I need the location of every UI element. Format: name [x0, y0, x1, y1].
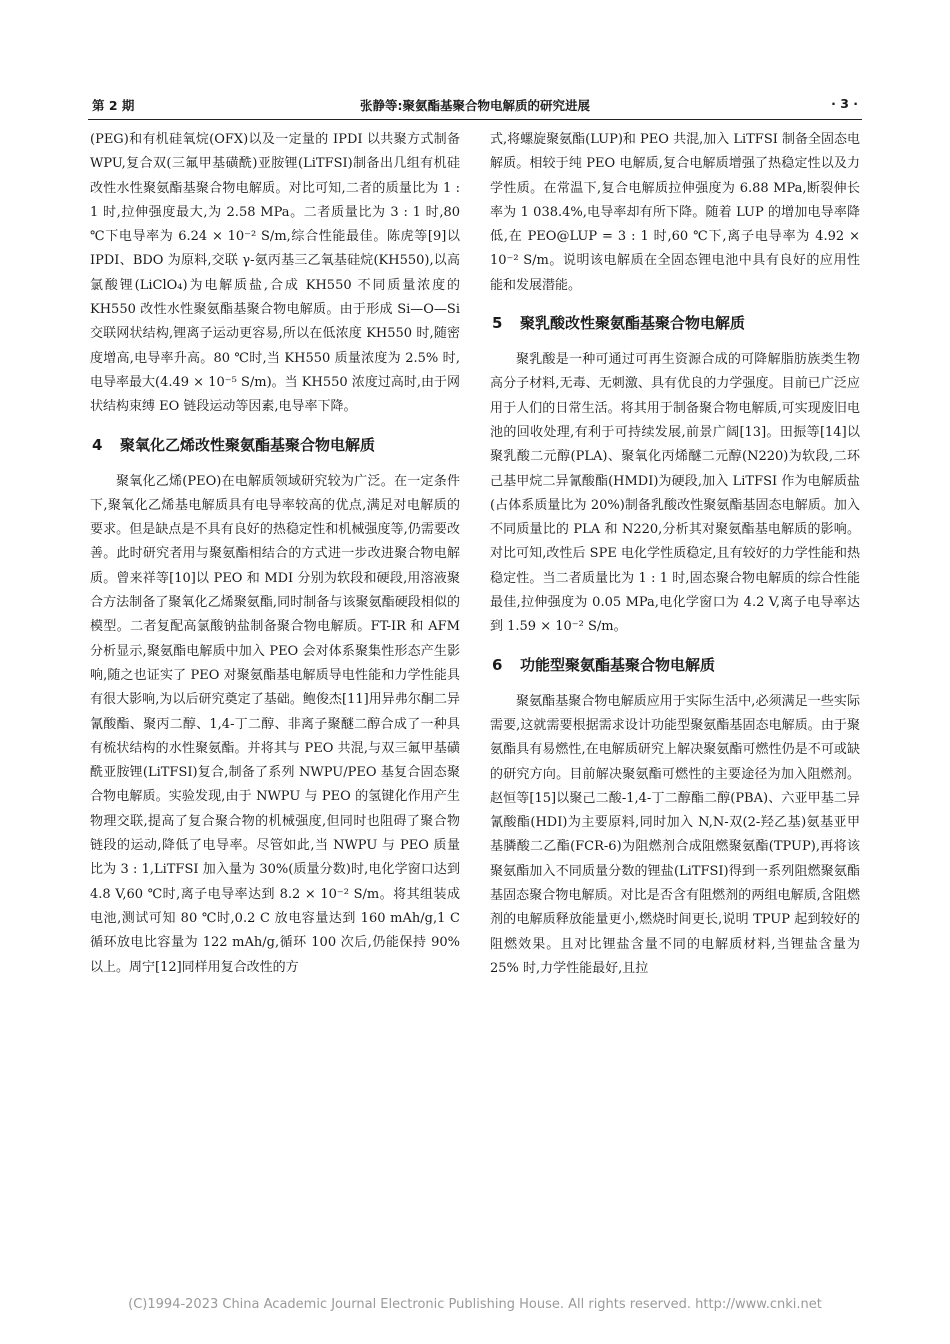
running-title: 张静等:聚氨酯基聚合物电解质的研究进展	[360, 98, 590, 113]
paragraph: 式,将螺旋聚氨酯(LUP)和 PEO 共混,加入 LiTFSI 制备全固态电解质。相较于纯 PEO 电解质,复合电解质增强了热稳定性以及力学性质。在常温下,复合电解质拉伸强度为 6.88 MPa,断裂伸长率为 1 038.4%,电导率却有所下降。随着 LUP 的增加电导率降低,在 PEO@LUP = 3 : 1 时,60 ℃下,离子电导率为 4.92 × 10⁻² S/m。说明该电解质在全固态锂电池中具有良好的应用性能和发展潜能。	[490, 132, 860, 293]
issue-number: 第 2 期	[92, 98, 135, 113]
copyright-footer: (C)1994-2023 China Academic Journal Electronic Publishing House. All rights reserved. http://www.cnki.net	[128, 1297, 822, 1312]
header-rule	[88, 119, 862, 120]
section-title: 聚乳酸改性聚氨酯基聚合物电解质	[520, 314, 746, 333]
section-heading-4	[90, 433, 460, 457]
section-heading-6	[490, 653, 860, 677]
section-heading-5	[490, 311, 860, 335]
section-title: 功能型聚氨酯基聚合物电解质	[520, 655, 716, 674]
paragraph: 聚氨酯基聚合物电解质应用于实际生活中,必须满足一些实际需要,这就需要根据需求设计功能型聚氨酯基固态电解质。由于聚氨酯具有易燃性,在电解质研究上解决聚氨酯可燃性仍是不可或缺的研究方向。目前解决聚氨酯可燃性的主要途径为加入阻燃剂。赵恒等[15]以聚己二酸-1,4-丁二醇酯二醇(PBA)、六亚甲基二异氰酸酯(HDI)为主要原料,同时加入 N,N-双(2-羟乙基)氨基亚甲基膦酸二乙酯(FCR-6)为阻燃剂合成阻燃聚氨酯(TPUP),再将该聚氨酯加入不同质量分数的锂盐(LiTFSI)得到一系列阻燃聚氨酯基固态聚合物电解质。对比是否含有阻燃剂的两组电解质,含阻燃剂的电解质释放能量更小,燃烧时间更长,说明 TPUP 起到较好的阻燃效果。且对比锂盐含量不同的电解质材料,当锂盐含量为 25% 时,力学性能最好,且拉	[490, 693, 860, 976]
section-number: 5	[492, 314, 503, 333]
paragraph: (PEG)和有机硅氧烷(OFX)以及一定量的 IPDI 以共聚方式制备 WPU,复合双(三氟甲基磺酰)亚胺锂(LiTFSI)制备出几组有机硅改性水性聚氨酯基聚合物电解质。对比可知,二者的质量比为 1 : 1 时,拉伸强度最大,为 2.58 MPa。二者质量比为 3 : 1 时,80 ℃下电导率为 6.24 × 10⁻² S/m,综合性能最佳。陈虎等[9]以 IPDI、BDO 为原料,交联 γ-氨丙基三乙氧基硅烷(KH550),以高氯酸锂(LiClO₄)为电解质盐,合成 KH550 不同质量浓度的 KH550 改性水性聚氨酯基聚合物电解质。由于形成 Si—O—Si 交联网状结构,锂离子运动更容易,所以在低浓度 KH550 时,随密度增高,电导率升高。80 ℃时,当 KH550 质量浓度为 2.5% 时,电导率最大(4.49 × 10⁻⁵ S/m)。当 KH550 浓度过高时,由于网状结构束缚 EO 链段运动等因素,电导率下降。	[90, 132, 460, 415]
section-number: 4	[92, 435, 103, 454]
left-column	[90, 128, 460, 980]
paragraph: 聚氧化乙烯(PEO)在电解质领域研究较为广泛。在一定条件下,聚氧化乙烯基电解质具有电导率较高的优点,满足对电解质的要求。但是缺点是不具有良好的热稳定性和机械强度等,仍需要改善。此时研究者用与聚氨酯相结合的方式进一步改进聚合物电解质。曾来祥等[10]以 PEO 和 MDI 分别为软段和硬段,用溶液聚合方法制备了聚氧化乙烯聚氨酯,同时制备与该聚氨酯硬段相似的模型。二者复配高氯酸钠盐制备聚合物电解质。FT-IR 和 AFM 分析显示,聚氨酯电解质中加入 PEO 会对体系聚集性形态产生影响,随之也证实了 PEO 对聚氨酯基电解质导电性能和力学性能具有很大影响,为以后研究奠定了基础。鲍俊杰[11]用异弗尔酮二异氰酸酯、聚丙二醇、1,4-丁二醇、非离子聚醚二醇合成了一种具有梳状结构的水性聚氨酯。并将其与 PEO 共混,与双三氟甲基磺酰亚胺锂(LiTFSI)复合,制备了系列 NWPU/PEO 基复合固态聚合物电解质。实验发现,由于 NWPU 与 PEO 的氢键化作用产生物理交联,提高了复合聚合物的机械强度,但同时也阻碍了聚合物链段的运动,降低了电导率。尽管如此,当 NWPU 与 PEO 质量比为 3 : 1,LiTFSI 加入量为 30%(质量分数)时,电化学窗口达到 4.8 V,60 ℃时,离子电导率达到 8.2 × 10⁻² S/m。将其组装成电池,测试可知 80 ℃时,0.2 C 放电容量达到 160 mAh/g,1 C 循环放电比容量为 122 mAh/g,循环 100 次后,仍能保持 90% 以上。周宁[12]同样用复合改性的方	[90, 473, 460, 975]
page-number: · 3 ·	[831, 96, 858, 111]
section-title: 聚氧化乙烯改性聚氨酯基聚合物电解质	[120, 435, 376, 454]
paragraph: 聚乳酸是一种可通过可再生资源合成的可降解脂肪族类生物高分子材料,无毒、无刺激、具有优良的力学强度。目前已广泛应用于人们的日常生活。将其用于制备聚合物电解质,可实现废旧电池的回收处理,有利于可持续发展,前景广阔[13]。田振等[14]以聚乳酸二元醇(PLA)、聚氧化丙烯醚二元醇(N220)为软段,二环己基甲烷二异氰酸酯(HMDI)为硬段,加入 LiTFSI 作为电解质盐(占体系质量比为 20%)制备乳酸改性聚氨酯基固态电解质。加入不同质量比的 PLA 和 N220,分析其对聚氨酯基电解质的影响。对比可知,改性后 SPE 电化学性质稳定,且有较好的力学性能和热稳定性。当二者质量比为 1 : 1 时,固态聚合物电解质的综合性能最佳,拉伸强度为 0.05 MPa,电化学窗口为 4.2 V,离子电导率达到 1.59 × 10⁻² S/m。	[490, 352, 860, 635]
section-number: 6	[492, 655, 503, 674]
right-column	[490, 128, 860, 981]
running-header	[92, 96, 858, 118]
